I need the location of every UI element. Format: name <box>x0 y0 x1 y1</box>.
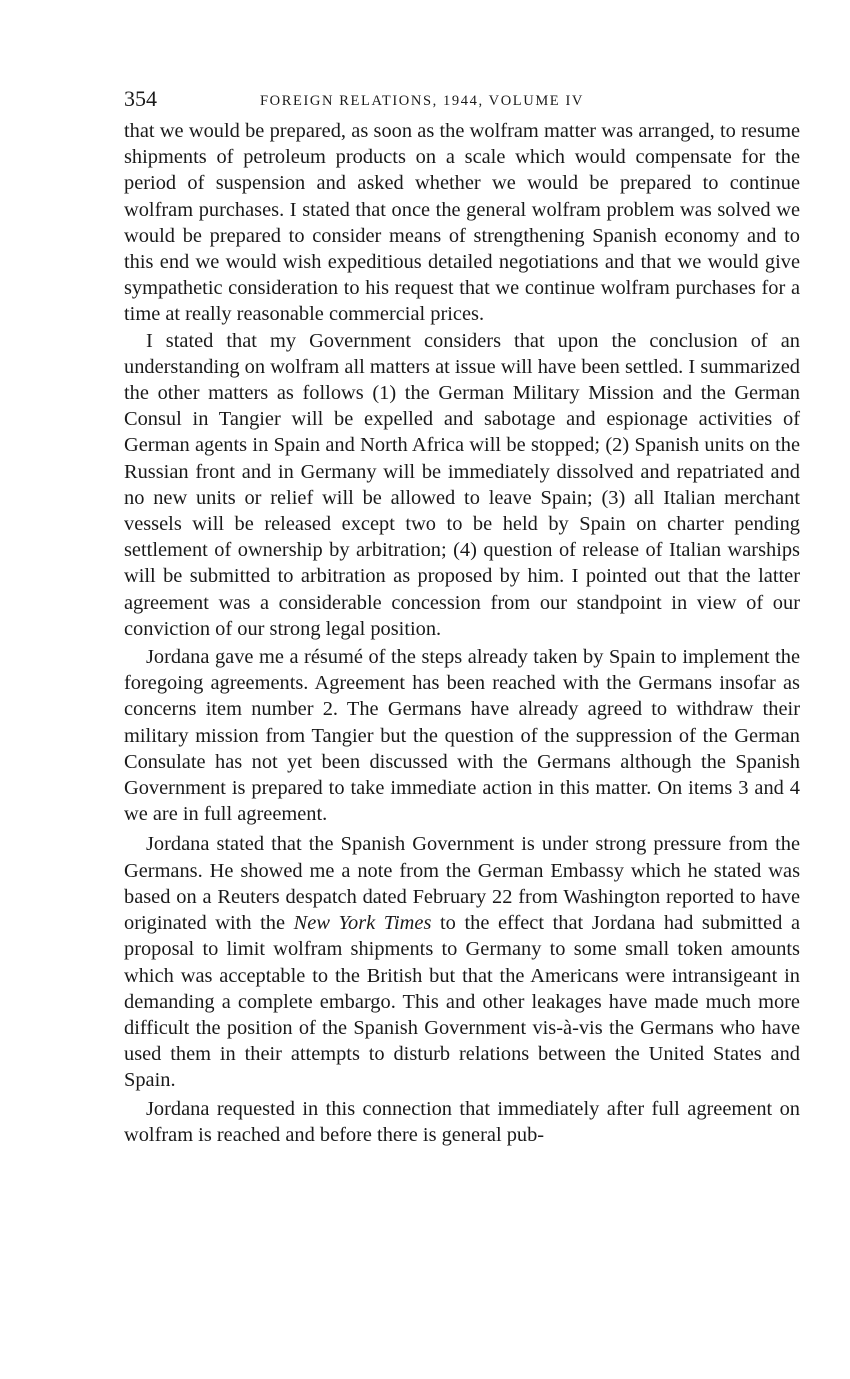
page-number: 354 <box>124 86 157 111</box>
paragraph <box>124 831 800 1093</box>
newspaper-title: New York Times <box>293 912 432 935</box>
paragraph-continued: that we would be prepared, as soon as the wolfram matter was arranged, to resume shipments of petroleum products on a scale which would compensate for the period of suspension and asked whether we would be prepared to continue wolfram purchases. I stated that once the general wolfram problem was solved we would be prepared to consider means of strengthening Spanish economy and to this end we would wish expeditious detailed negotiations and that we would give sympathetic consideration to his request that we continue wolfram purchases for a time at really reasonable commercial prices. <box>124 120 800 326</box>
paragraph-text: Jordana stated that the Spanish Government is under strong pressure from the Germans. He showed me a note from the German Embassy which he stated was based on a Reuters despatch dated February 22 from Washington reported to have originated with the <box>124 833 800 935</box>
document-page <box>124 84 800 1148</box>
paragraph-text: to the effect that Jordana had submitted a proposal to limit wolfram shipments to Germany to some small token amounts which was acceptable to the British but that the Americans were intransigeant in demanding a complete embargo. This and other leakages have made much more difficult the position of the Spanish Government vis-à-vis the Germans who have used them in their attempts to disturb relations between the United States and Spain. <box>124 912 800 1092</box>
page-header <box>124 84 800 114</box>
body-text <box>124 118 800 1148</box>
paragraph: Jordana gave me a résumé of the steps already taken by Spain to implement the foregoing agreements. Agreement has been reached with the Germans insofar as concerns item number 2. The Germans have already agreed to withdraw their military mission from Tangier but the question of the suppression of the German Consulate has not yet been discussed with the Germans although the Spanish Government is prepared to take immediate action in this matter. On items 3 and 4 we are in full agreement. <box>124 646 800 826</box>
running-head: FOREIGN RELATIONS, 1944, VOLUME IV <box>260 93 584 109</box>
paragraph: I stated that my Government considers that upon the conclusion of an understanding on wolfram all matters at issue will have been settled. I summarized the other matters as follows (1) the German Military Mission and the German Consul in Tangier will be expelled and sabotage and espionage activities of German agents in Spain and North Africa will be stopped; (2) Spanish units on the Russian front and in Germany will be immediately dissolved and repatriated and no new units or relief will be allowed to leave Spain; (3) all Italian merchant vessels will be released except two to be held by Spain on charter pending settlement of ownership by arbitration; (4) question of release of Italian warships will be submitted to arbitration as proposed by him. I pointed out that the latter agreement was a considerable concession from our standpoint in view of our conviction of our strong legal position. <box>124 329 800 640</box>
paragraph-final: Jordana requested in this connection that immediately after full agreement on wolfram is reached and before there is general pub- <box>124 1097 800 1146</box>
